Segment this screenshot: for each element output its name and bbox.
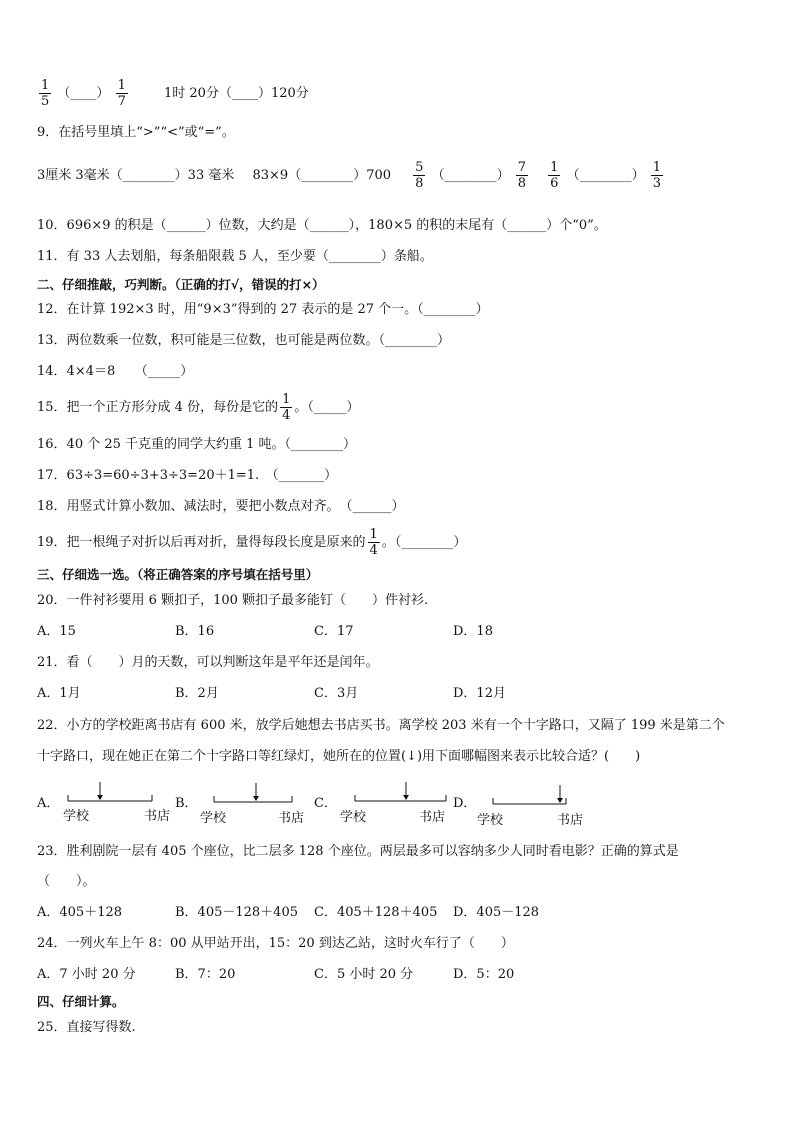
option-d: D．18 bbox=[453, 624, 493, 639]
option-b: B．405－128＋405 bbox=[175, 905, 298, 920]
option-b: B．2月 bbox=[175, 686, 219, 701]
arrow-head bbox=[403, 795, 409, 800]
item-b: 83×9（________）700 bbox=[252, 168, 392, 183]
route-diagram-c bbox=[340, 782, 446, 825]
fraction: $\frac{1}{3}$ bbox=[652, 160, 662, 191]
option-a-label: A． bbox=[37, 796, 60, 811]
school-label: 学校 bbox=[200, 811, 227, 826]
option-c: C．405＋128＋405 bbox=[314, 905, 438, 920]
option-d: D．5：20 bbox=[453, 967, 515, 982]
question-20: 20．一件衬衫要用 6 颗扣子，100 颗扣子最多能钉（ ）件衬衫. bbox=[37, 593, 429, 608]
answer-blank: （________） bbox=[566, 168, 645, 183]
store-label: 书店 bbox=[557, 813, 584, 828]
option-d: D．12月 bbox=[453, 686, 506, 701]
answer-blank: （____） bbox=[57, 86, 110, 101]
fraction: $\frac{1}{4}$ bbox=[282, 392, 291, 423]
question-14: 14．4×4＝8 （_____） bbox=[37, 364, 194, 379]
option-a: A．1月 bbox=[37, 686, 81, 701]
section-2-heading: 二、仔细推敲，巧判断。（正确的打√，错误的打×） bbox=[37, 277, 325, 292]
route-diagram-d bbox=[477, 785, 583, 828]
question-16: 16．40 个 25 千克重的同学大约重 1 吨。（________） bbox=[37, 437, 357, 452]
question-25: 25．直接写得数. bbox=[37, 1020, 136, 1035]
question-18: 18．用竖式计算小数加、减法时，要把小数点对齐。 （______） bbox=[37, 499, 405, 514]
option-c: C．17 bbox=[314, 624, 354, 639]
item-a: 3厘米 3毫米（________）33 毫米 bbox=[37, 168, 235, 183]
store-label: 书店 bbox=[419, 810, 446, 825]
answer-blank: 。（________） bbox=[381, 535, 467, 550]
fraction: $\frac{1}{7}$ bbox=[117, 78, 126, 109]
answer-blank: 。（_____） bbox=[294, 400, 360, 415]
option-c: C．5 小时 20 分 bbox=[314, 967, 414, 982]
option-d-label: D． bbox=[453, 796, 477, 811]
option-c: C．3月 bbox=[314, 686, 359, 701]
section-3-heading: 三、仔细选一选。（将正确答案的序号填在括号里） bbox=[37, 567, 319, 582]
route-diagram-a bbox=[63, 782, 170, 824]
school-label: 学校 bbox=[340, 810, 367, 825]
route-diagram-b bbox=[200, 783, 304, 826]
store-label: 书店 bbox=[278, 811, 305, 826]
fraction: $\frac{7}{8}$ bbox=[517, 160, 527, 191]
question-21: 21．看（ ）月的天数，可以判断这年是平年还是闰年。 bbox=[37, 655, 379, 670]
option-d: D．405－128 bbox=[453, 905, 540, 920]
question-23-line-1: 23．胜利剧院一层有 405 个座位，比二层多 128 个座位。两层最多可以容纳多少人同时看电影？正确的算式是 bbox=[37, 844, 679, 859]
arrow-head bbox=[253, 796, 259, 801]
question-13: 13．两位数乘一位数，积可能是三位数，也可能是两位数。（________） bbox=[37, 333, 451, 348]
question-9: 9．在括号里填上“>”“<”或“=”。 bbox=[37, 125, 235, 140]
fraction: $\frac{1}{4}$ bbox=[369, 527, 378, 558]
question-15-text: 15．把一个正方形分成 4 份，每份是它的 bbox=[37, 400, 279, 415]
question-12: 12．在计算 192×3 时，用“9×3”得到的 27 表示的是 27 个一。（________） bbox=[37, 302, 489, 317]
store-label: 书店 bbox=[144, 809, 171, 824]
option-a: A．7 小时 20 分 bbox=[37, 967, 136, 982]
question-23-line-2: （ ）。 bbox=[37, 874, 96, 889]
question-11: 11．有 33 人去划船，每条船限载 5 人，至少要（________）条船。 bbox=[37, 249, 433, 264]
option-a: A．15 bbox=[37, 624, 76, 639]
option-b: B．7：20 bbox=[175, 967, 236, 982]
school-label: 学校 bbox=[63, 809, 90, 824]
section-4-heading: 四、仔细计算。 bbox=[37, 994, 125, 1009]
fraction: $\frac{5}{8}$ bbox=[415, 160, 424, 191]
arrow-head bbox=[97, 795, 103, 800]
question-22-line-1: 22．小方的学校距离书店有 600 米，放学后她想去书店买书。离学校 203 米有一个十字路口，又隔了 199 米是第二个 bbox=[37, 718, 725, 733]
question-24: 24．一列火车上午 8：00 从甲站开出，15：20 到达乙站，这时火车行了（ ） bbox=[37, 936, 514, 951]
question-19-text: 19．把一根绳子对折以后再对折，量得每段长度是原来的 bbox=[37, 535, 366, 550]
question-22-line-2: 十字路口，现在她正在第二个十字路口等红绿灯，她所在的位置(↓)用下面哪幅图来表示比较合适？( ) bbox=[37, 749, 641, 764]
school-label: 学校 bbox=[477, 813, 504, 828]
option-c-label: C． bbox=[314, 796, 337, 811]
question-10: 10．696×9 的积是（______）位数，大约是（______），180×5 的积的末尾有（______）个“0”。 bbox=[37, 218, 607, 233]
option-b-label: B． bbox=[175, 796, 198, 811]
answer-blank: （________） bbox=[431, 168, 510, 183]
arrow-head bbox=[557, 798, 563, 803]
option-b: B．16 bbox=[175, 624, 215, 639]
option-a: A．405＋128 bbox=[37, 905, 123, 920]
time-compare: 1时 20分（____）120分 bbox=[164, 86, 309, 101]
fraction: $\frac{1}{5}$ bbox=[41, 78, 50, 109]
fraction: $\frac{1}{6}$ bbox=[550, 160, 559, 191]
question-17: 17．63÷3=60÷3+3÷3=20＋1=1. （_______） bbox=[37, 468, 338, 483]
